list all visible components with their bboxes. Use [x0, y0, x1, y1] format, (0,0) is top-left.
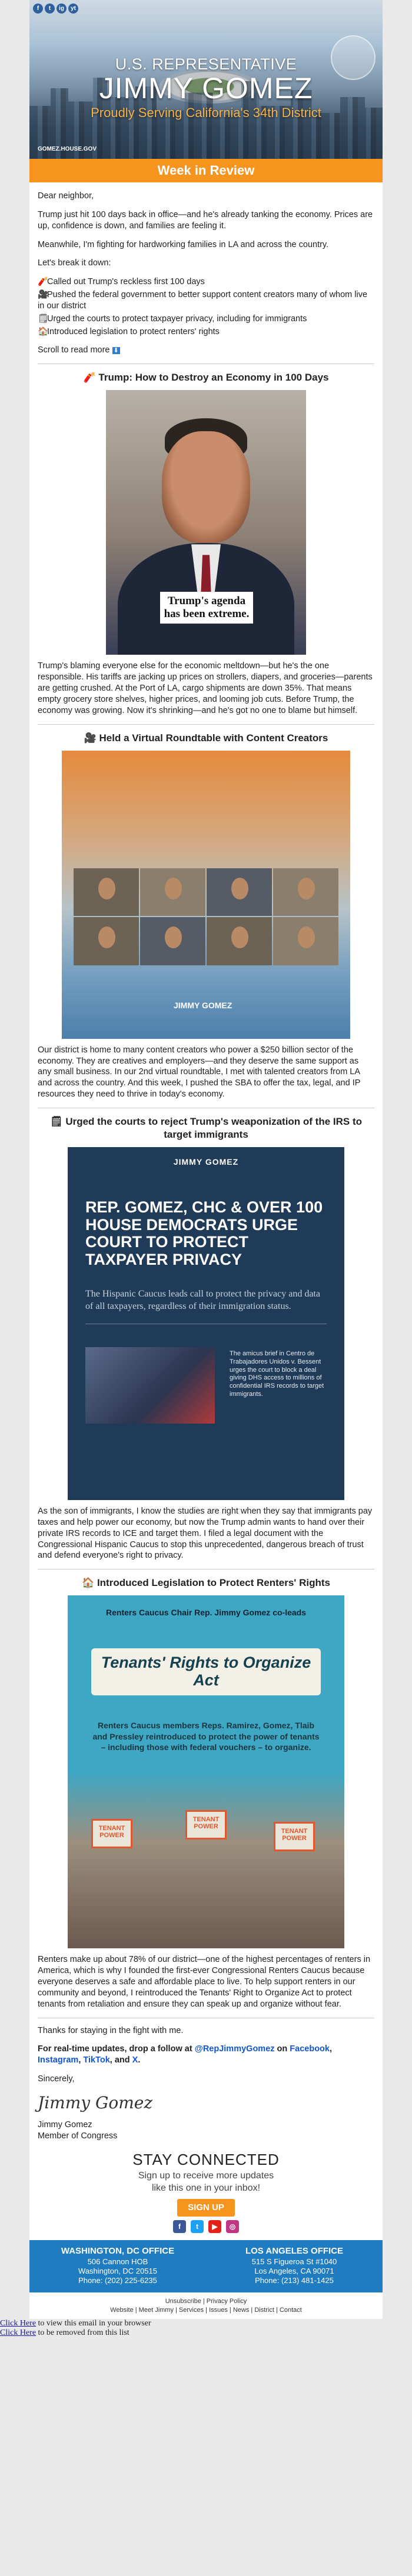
handle-link[interactable]: @RepJimmyGomez [194, 2044, 275, 2054]
portrait-quote-caption: Trump's agenda has been extreme. [160, 592, 253, 624]
sign-off [38, 2120, 374, 2142]
dc-office [29, 2246, 206, 2286]
follow-on: on [277, 2044, 288, 2054]
list-item [38, 276, 374, 288]
list-item-text: Introduced legislation to protect renters' rights [47, 326, 220, 336]
remove-from-list-link[interactable]: Click Here [0, 2328, 36, 2338]
roundtable-image [62, 751, 350, 1039]
stay-connected-sub2: like this one in your inbox! [151, 2182, 261, 2193]
gomez-portrait-image [106, 390, 306, 655]
stay-connected-heading: STAY CONNECTED [132, 2151, 280, 2169]
header-title-name: JIMMY GOMEZ [99, 72, 313, 105]
divider [38, 724, 374, 725]
office-name: WASHINGTON, DC OFFICE [61, 2245, 175, 2256]
video-tile [140, 917, 205, 965]
section-text-economy: Trump's blaming everyone else for the economic meltdown—but he's the one responsible. His tariffs are jacking up prices on strollers, diapers, and groceries—parents are getting crushed. At the Port of LA, cargo shipments are down 35%. That means empty grocery store shelves, higher prices, and looming job cuts. Before Trump, the economy was growing. Now it's shrinking—and he's got no one to blame but himself. [38, 661, 373, 715]
section-heading-irs [38, 1115, 374, 1141]
closing-thanks: Thanks for staying in the fight with me. [38, 2025, 184, 2035]
section-heading-economy [38, 371, 374, 384]
section-text-renters: Renters make up about 78% of our district—one of the highest percentages of renters in America, which is why I founded the first-ever Congressional Renters Caucus because everyone deserves a safe and affordable place to live. To help support renters in our community and beyond, I reintroduced the Tenants' Right to Organize Act to protect tenants from retaliation and ensure they can speak up and organize without fear. [38, 1955, 371, 2009]
header-title-line1: U.S. REPRESENTATIVE [115, 55, 297, 73]
firecracker-icon: 🧨 [83, 372, 96, 384]
notepad-icon: 🗒 [49, 1115, 63, 1127]
stay-connected-section [29, 2145, 383, 2240]
portrait-face [162, 431, 250, 543]
follow-and: and [114, 2055, 130, 2065]
press-conference-photo [85, 1347, 215, 1424]
list-item [38, 314, 374, 325]
instagram-icon[interactable]: ig [57, 4, 67, 14]
summary-list [38, 276, 374, 337]
unsubscribe-privacy-links[interactable]: Unsubscribe | Privacy Policy [165, 2298, 247, 2305]
list-item [38, 289, 374, 312]
taxpayer-privacy-image [68, 1147, 344, 1500]
section-heading-text: Trump: How to Destroy an Economy in 100 Days [98, 372, 329, 384]
section-heading-text: Urged the courts to reject Trump's weaponization of the IRS to target immigrants [65, 1115, 363, 1140]
facebook-link[interactable]: Facebook [290, 2044, 330, 2054]
image-top-label: JIMMY GOMEZ [173, 1157, 239, 1167]
remove-from-list-line [0, 2328, 412, 2338]
office-phone: Phone: (202) 225-6235 [78, 2276, 157, 2285]
view-in-browser-text: to view this email in your browser [38, 2319, 151, 2328]
instagram-link[interactable]: Instagram [38, 2055, 79, 2065]
email-container [29, 0, 383, 2319]
house-icon: 🏠 [82, 1577, 95, 1589]
image-logo: JIMMY GOMEZ [174, 1000, 232, 1010]
video-tile [207, 868, 272, 917]
email-body [29, 182, 383, 2142]
office-address-line2: Washington, DC 20515 [78, 2266, 157, 2275]
list-item [38, 326, 374, 338]
protest-sign: TENANT POWER [185, 1810, 227, 1839]
tiktok-link[interactable]: TikTok [83, 2055, 110, 2065]
intro-paragraph-1: Trump just hit 100 days back in office—and he's already tanking the economy. Prices are up, confidence is down, and families are feeling it. [38, 209, 373, 231]
site-nav-links[interactable]: Website | Meet Jimmy | Services | Issues | News | District | Contact [110, 2306, 302, 2314]
sender-name: Jimmy Gomez [38, 2120, 92, 2130]
intro-paragraph-3: Let's break it down: [38, 258, 111, 268]
office-phone: Phone: (213) 481-1425 [255, 2276, 334, 2285]
video-tile [273, 868, 338, 917]
below-email-links [0, 2319, 412, 2338]
section-text-creators: Our district is home to many content creators who power a $250 billion sector of the economy. They are creatives and employers—and they deserve the same support as any small business. In our 2nd virtual roundtable, I met with talented creators from LA and across the country. And this week, I pushed the SBA to offer the tax, legal, and IP resources they need to thrive in today's economy. [38, 1045, 361, 1099]
section-heading-text: Introduced Legislation to Protect Renters' Rights [97, 1577, 330, 1589]
section-heading-creators [38, 732, 374, 745]
image-headline: REP. GOMEZ, CHC & OVER 100 HOUSE DEMOCRATS URGE COURT TO PROTECT TAXPAYER PRIVACY [85, 1198, 323, 1269]
intro-paragraph-2: Meanwhile, I'm fighting for hardworking families in LA and across the country. [38, 239, 329, 249]
social-links [33, 4, 78, 14]
video-tile [273, 917, 338, 965]
sender-title: Member of Congress [38, 2131, 118, 2141]
list-item-text: Called out Trump's reckless first 100 days [47, 277, 205, 287]
office-address-line1: 515 S Figueroa St #1040 [251, 2257, 337, 2266]
stay-connected-sub1: Sign up to receive more updates [138, 2170, 274, 2181]
list-item-text: Pushed the federal government to better support content creators many of whom live in our district [38, 290, 368, 311]
greeting: Dear neighbor, [38, 191, 94, 201]
rally-crowd [68, 1772, 344, 1948]
tenants-rights-image [68, 1595, 344, 1948]
image-side-text: The amicus brief in Centro de Trabajadores Unidos v. Bessent urges the court to block a deal giving DHS access to millions of confidential IRS records to target immigrants. [230, 1350, 324, 1398]
x-link[interactable]: X [132, 2055, 138, 2065]
signature: Jimmy Gomez [38, 2093, 153, 2112]
scroll-prompt [38, 345, 374, 356]
view-in-browser-line [0, 2319, 412, 2328]
camera-icon: 🎥 [84, 732, 97, 744]
office-name: LOS ANGELES OFFICE [245, 2245, 344, 2256]
office-address-line1: 506 Cannon HOB [87, 2257, 148, 2266]
office-addresses [29, 2240, 383, 2293]
camera-icon: 🎥 [38, 290, 49, 300]
section-text-irs: As the son of immigrants, I know the studies are right when they say that immigrants pay taxes and help power our economy, but now the Trump admin wants to hand over their private IRS records to ICE and target them. I filed a legal document with the Congressional Hispanic Caucus to stop this unprecedented, dangerous breach of trust and defend everyone's right to privacy. [38, 1507, 373, 1561]
sign-up-button[interactable]: SIGN UP [177, 2199, 235, 2217]
video-tile [74, 917, 139, 965]
week-in-review-banner: Week in Review [29, 159, 383, 182]
scroll-text: Scroll to read more [38, 345, 110, 355]
view-in-browser-link[interactable]: Click Here [0, 2319, 36, 2328]
footer-links [29, 2292, 383, 2319]
la-office [206, 2246, 383, 2286]
house-icon: 🏠 [38, 326, 49, 336]
image-ribbon-title: Tenants' Rights to Organize Act [91, 1648, 321, 1695]
image-subheadline: The Hispanic Caucus leads call to protect the privacy and data of all taxpayers, regardless of their immigration status. [85, 1289, 320, 1311]
video-tile [140, 868, 205, 917]
protest-sign: TENANT POWER [91, 1819, 132, 1848]
twitter-icon[interactable]: t [45, 4, 55, 14]
office-address-line2: Los Angeles, CA 90071 [254, 2266, 334, 2275]
section-heading-text: Held a Virtual Roundtable with Content Creators [99, 732, 328, 744]
follow-line: For real-time updates, drop a follow at @RepJimmyGomez on Facebook, Instagram, TikTok, and X. [38, 2044, 333, 2065]
notepad-icon: 🗒 [38, 314, 49, 324]
video-tile [207, 917, 272, 965]
video-call-grid [74, 868, 338, 965]
follow-prefix: For real-time updates, drop a follow at [38, 2044, 192, 2054]
youtube-icon[interactable]: ▶ [208, 2220, 221, 2233]
facebook-icon[interactable]: f [173, 2220, 186, 2233]
protest-sign: TENANT POWER [274, 1822, 315, 1851]
youtube-icon[interactable]: yt [68, 4, 78, 14]
header-banner [29, 0, 383, 159]
social-icons [29, 2220, 383, 2240]
firecracker-icon: 🧨 [38, 277, 49, 287]
image-description: Renters Caucus members Reps. Ramirez, Gomez, Tlaib and Pressley reintroduced to protect the power of tenants – including those with federal vouchers – to organize. [92, 1721, 320, 1752]
instagram-icon[interactable]: ◎ [226, 2220, 239, 2233]
down-arrow-icon: ⬇ [113, 347, 119, 355]
list-item-text: Urged the courts to protect taxpayer privacy, including for immigrants [47, 314, 307, 324]
twitter-icon[interactable]: t [191, 2220, 204, 2233]
facebook-icon[interactable]: f [33, 4, 43, 14]
section-heading-renters [38, 1577, 374, 1589]
image-top-label: Renters Caucus Chair Rep. Jimmy Gomez co-leads [106, 1608, 306, 1618]
sincerely: Sincerely, [38, 2074, 75, 2084]
photo-credit: GOMEZ.HOUSE.GOV [38, 146, 97, 152]
remove-from-list-text: to be removed from this list [38, 2328, 129, 2338]
video-tile [74, 868, 139, 917]
header-tagline: Proudly Serving California's 34th District [91, 105, 321, 120]
